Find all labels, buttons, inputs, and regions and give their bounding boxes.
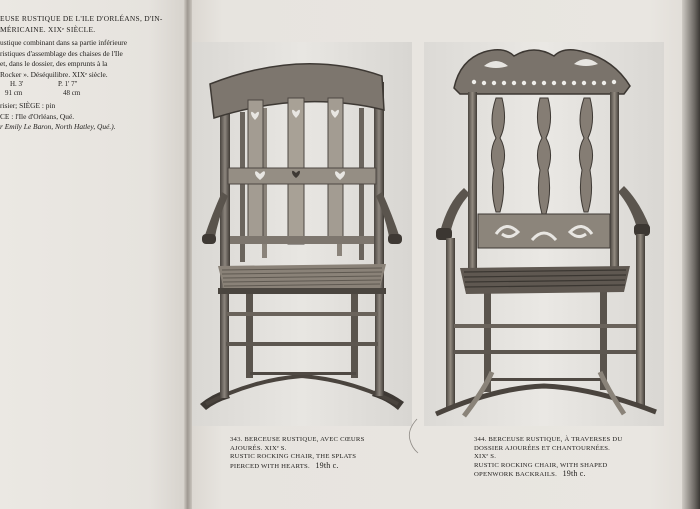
caption-344-century: 19th c.: [562, 469, 586, 479]
caption-344-french-line-1: 344. BERCEUSE RUSTIQUE, À TRAVERSES DU: [474, 436, 623, 443]
caption-343-english-text: PIERCED WITH HEARTS.: [230, 462, 310, 470]
dimension-depth-cm: 48 cm: [63, 89, 81, 97]
catalog-heading-line-1: EUSE RUSTIQUE DE L'ILE D'ORLÉANS, D'IN-: [0, 14, 163, 23]
pencil-mark: [406, 418, 420, 454]
book-gutter: [184, 0, 192, 509]
caption-344-english-text: OPENWORK BACKRAILS.: [474, 471, 557, 479]
collection: r Emily Le Baron, North Hatley, Qué.).: [0, 122, 116, 131]
left-page: [0, 0, 186, 509]
description-line-3: et, dans le dossier, des emprunts à la: [0, 59, 108, 68]
caption-344-english-line-2: [474, 470, 586, 480]
catalog-heading-line-2: MÉRICAINE. XIXᵉ SIÈCLE.: [0, 25, 96, 34]
dimension-depth-label: P. 1' 7": [58, 80, 78, 88]
caption-343-english-line-2: [230, 462, 339, 472]
page-edge-shadow: [682, 0, 700, 509]
materials: risier; SIÈGE : pin: [0, 101, 56, 110]
description-line-4: Rocker ». Déséquilibre. XIXᵉ siècle.: [0, 69, 108, 79]
caption-343-english-line-1: RUSTIC ROCKING CHAIR, THE SPLATS: [230, 453, 357, 461]
dimension-height-cm: 91 cm: [5, 89, 23, 97]
provenance: CE : l'Ile d'Orléans, Qué.: [0, 111, 75, 121]
caption-344-french-line-2: DOSSIER AJOURÉES ET CHANTOURNÉES.: [474, 444, 611, 452]
caption-343-century: 19th c.: [315, 460, 339, 470]
caption-343-french-line-1: 343. BERCEUSE RUSTIQUE, AVEC CŒURS: [230, 436, 365, 443]
caption-344-english-line-1: RUSTIC ROCKING CHAIR, WITH SHAPED: [474, 461, 608, 469]
description-line-1: ustique combinant dans sa partie inférieure: [0, 38, 128, 47]
chair-hearts-illustration: [192, 42, 412, 426]
caption-344-french-line-3: XIXᵉ S.: [474, 453, 497, 461]
photo-rocking-chair-openwork: [424, 42, 664, 426]
chair-openwork-illustration: [424, 42, 664, 426]
photo-rocking-chair-hearts: [192, 42, 412, 426]
description-line-2: ristiques d'assemblage des chaises de l'Ile: [0, 48, 123, 58]
caption-343-french-line-2: AJOURÉS. XIXᵉ S.: [230, 444, 287, 452]
dimension-height-label: H. 3': [10, 80, 24, 88]
